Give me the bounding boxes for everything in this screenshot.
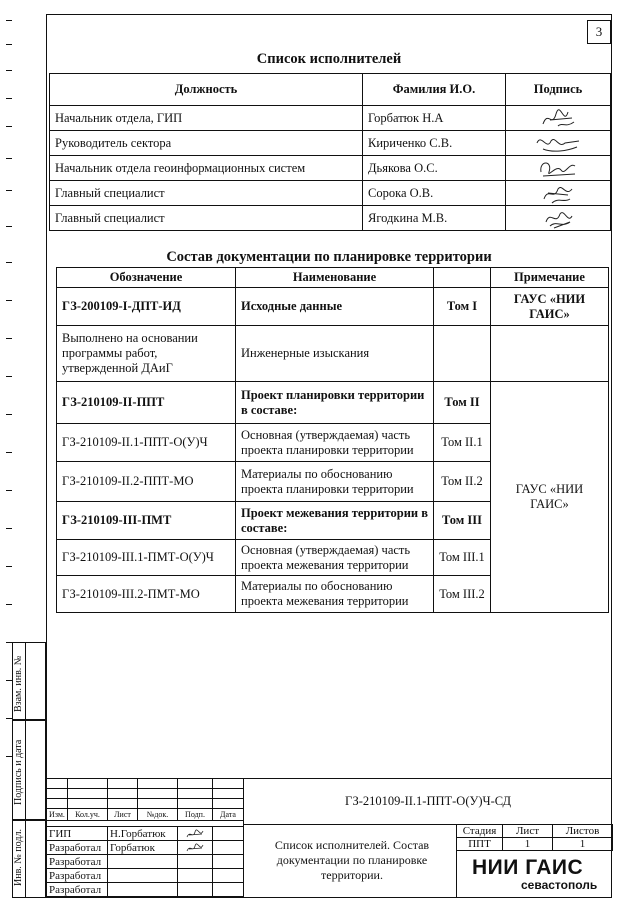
table-row (50, 156, 611, 181)
header-position: Должность (50, 74, 363, 106)
role-name-cell: Н.Горбатюк (108, 827, 178, 841)
doc-code: ГЗ-210109-II.1-ППТ-О(У)Ч-СД (344, 794, 512, 808)
doc-name-cell: Основная (утверждаемая) часть проекта планировки территории (236, 424, 434, 462)
volume-cell: Том III.2 (434, 576, 491, 613)
header-doc-name: Наименование (236, 268, 434, 288)
header-note: Примечание (491, 268, 609, 288)
volume-cell: Том II.2 (434, 462, 491, 502)
sheets-label: Листов (553, 825, 613, 838)
performers-title: Список исполнителей (256, 51, 402, 67)
role-name-cell (108, 883, 178, 897)
table-row (47, 841, 244, 855)
note-cell (491, 326, 609, 382)
signature-image (185, 828, 205, 840)
note-cell: ГАУС «НИИ ГАИС» (491, 288, 609, 326)
note-cell: ГАУС «НИИ ГАИС» (491, 382, 609, 613)
code-cell: ГЗ-210109-II.1-ППТ-О(У)Ч (57, 424, 236, 462)
inv-orig-label: Инв. № подл. (13, 829, 24, 886)
name-cell: Сорока О.В. (363, 181, 506, 206)
docs-table (56, 267, 609, 613)
col-podp: Подп. (178, 809, 213, 821)
name-cell: Дьякова О.С. (363, 156, 506, 181)
header-name: Фамилия И.О. (363, 74, 506, 106)
org-logo-city: севастополь (521, 878, 598, 892)
table-row (50, 106, 611, 131)
doc-name-cell: Проект планировки территории в составе: (236, 382, 434, 424)
doc-name-cell: Материалы по обоснованию проекта планировки территории (236, 462, 434, 502)
doc-name-cell: Основная (утверждаемая) часть проекта межевания территории (236, 540, 434, 576)
col-date: Дата (213, 809, 244, 821)
table-row (47, 855, 244, 869)
col-izm: Изм. (47, 809, 68, 821)
sheet-value: 1 (503, 838, 553, 851)
table-row (57, 288, 609, 326)
table-row (47, 869, 244, 883)
table-row (47, 883, 244, 897)
table-row (47, 827, 244, 841)
header-signature: Подпись (506, 74, 611, 106)
signature-cell (506, 131, 611, 156)
table-row (50, 181, 611, 206)
name-cell: Ягодкина М.В. (363, 206, 506, 231)
position-cell: Главный специалист (50, 206, 363, 231)
volume-cell: Том II.1 (434, 424, 491, 462)
signature-image (535, 156, 581, 180)
name-cell: Кириченко С.В. (363, 131, 506, 156)
docs-title: Состав документации по планировке территории (166, 249, 492, 265)
signature-cell (506, 156, 611, 181)
header-code: Обозначение (57, 268, 236, 288)
name-cell: Горбатюк Н.А (363, 106, 506, 131)
role-name-cell: Горбатюк (108, 841, 178, 855)
signature-cell (506, 106, 611, 131)
code-cell: ГЗ-210109-II.2-ППТ-МО (57, 462, 236, 502)
position-cell: Руководитель сектора (50, 131, 363, 156)
col-list: Лист (108, 809, 138, 821)
page-number: 3 (587, 20, 611, 44)
position-cell: Начальник отдела, ГИП (50, 106, 363, 131)
doc-name-cell: Инженерные изыскания (236, 326, 434, 382)
role-cell: ГИП (47, 827, 108, 841)
doc-name-cell: Материалы по обоснованию проекта межевания территории (236, 576, 434, 613)
role-name-cell (108, 869, 178, 883)
volume-cell: Том I (434, 288, 491, 326)
roles-table (46, 826, 244, 897)
org-logo-name: НИИ ГАИС (472, 856, 584, 879)
table-row (50, 131, 611, 156)
volume-cell: Том II (434, 382, 491, 424)
revision-grid (46, 778, 244, 821)
signature-image (538, 181, 578, 205)
code-cell: ГЗ-210109-III-ПМТ (57, 502, 236, 540)
role-cell: Разработал (47, 855, 108, 869)
col-kol: Кол.уч. (68, 809, 108, 821)
volume-cell: Том III (434, 502, 491, 540)
position-cell: Начальник отдела геоинформационных систем (50, 156, 363, 181)
header-volume (434, 268, 491, 288)
signature-image (185, 842, 205, 854)
table-row (50, 206, 611, 231)
stage-table (456, 824, 613, 851)
signature-cell (506, 206, 611, 231)
volume-cell (434, 326, 491, 382)
col-ndoc: №док. (138, 809, 178, 821)
replaced-inv-label: Взам. инв. № (13, 655, 24, 712)
volume-cell: Том III.1 (434, 540, 491, 576)
signature-image (533, 131, 583, 155)
code-cell: ГЗ-200109-I-ДПТ-ИД (57, 288, 236, 326)
sheets-value: 1 (553, 838, 613, 851)
performers-table (49, 73, 611, 231)
signature-image (538, 206, 578, 230)
role-cell: Разработал (47, 869, 108, 883)
table-row (57, 382, 609, 424)
code-cell: Выполнено на основании программы работ, утвержденной ДАиГ (57, 326, 236, 382)
role-cell: Разработал (47, 883, 108, 897)
code-cell: ГЗ-210109-II-ППТ (57, 382, 236, 424)
role-name-cell (108, 855, 178, 869)
code-cell: ГЗ-210109-III.1-ПМТ-О(У)Ч (57, 540, 236, 576)
signature-cell (506, 181, 611, 206)
code-cell: ГЗ-210109-III.2-ПМТ-МО (57, 576, 236, 613)
table-row (57, 326, 609, 382)
doc-name-cell: Проект межевания территории в составе: (236, 502, 434, 540)
stage-value: ППТ (457, 838, 503, 851)
role-cell: Разработал (47, 841, 108, 855)
sign-date-label: Подпись и дата (13, 739, 24, 805)
position-cell: Главный специалист (50, 181, 363, 206)
doc-name-cell: Исходные данные (236, 288, 434, 326)
stage-label: Стадия (457, 825, 503, 838)
sheet-label: Лист (503, 825, 553, 838)
sheet-title: Список исполнителей. Состав документации по планировке территории. (274, 838, 430, 882)
signature-image (538, 106, 578, 130)
